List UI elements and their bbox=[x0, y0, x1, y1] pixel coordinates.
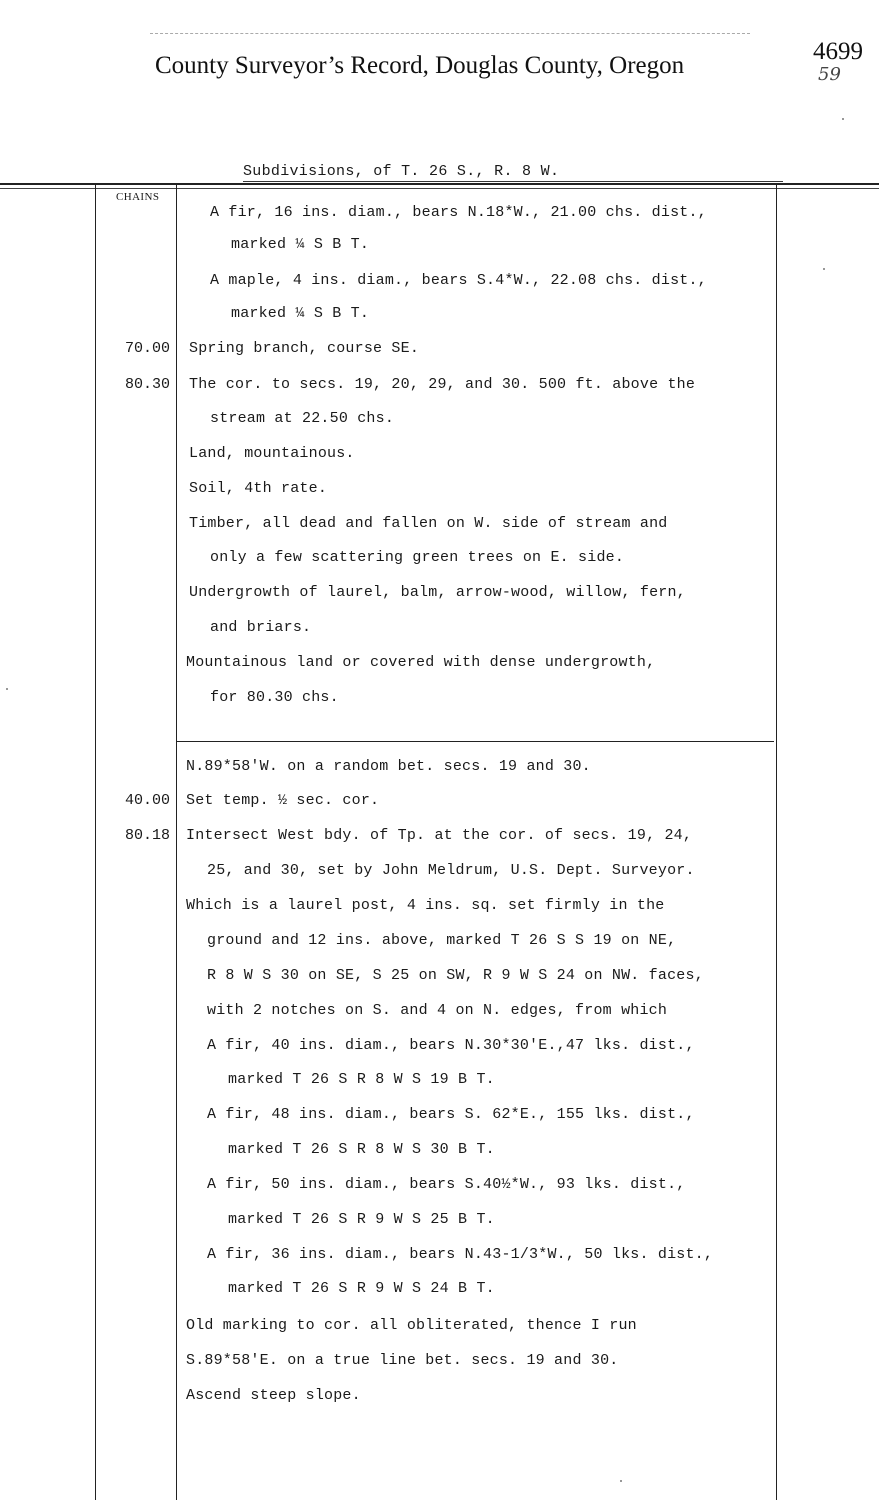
text-line: Intersect West bdy. of Tp. at the cor. of secs. 19, 24, bbox=[186, 827, 693, 844]
section-divider bbox=[176, 741, 774, 742]
text-line: A fir, 40 ins. diam., bears N.30*30'E.,47 lks. dist., bbox=[207, 1037, 695, 1054]
text-line: and briars. bbox=[210, 619, 312, 636]
header-rule-thick bbox=[0, 183, 879, 185]
text-line: A fir, 16 ins. diam., bears N.18*W., 21.00 chs. dist., bbox=[210, 204, 707, 221]
scan-speck bbox=[823, 268, 825, 270]
scan-speck bbox=[6, 688, 8, 690]
heading-underline bbox=[243, 181, 783, 182]
text-line: A maple, 4 ins. diam., bears S.4*W., 22.08 chs. dist., bbox=[210, 272, 707, 289]
text-line: 25, and 30, set by John Meldrum, U.S. Dept. Surveyor. bbox=[207, 862, 695, 879]
text-line: The cor. to secs. 19, 20, 29, and 30. 500 ft. above the bbox=[189, 376, 696, 393]
text-line: only a few scattering green trees on E. side. bbox=[210, 549, 625, 566]
text-line: marked ¼ S B T. bbox=[231, 236, 370, 253]
text-line: R 8 W S 30 on SE, S 25 on SW, R 9 W S 24 on NW. faces, bbox=[207, 967, 704, 984]
text-line: Spring branch, course SE. bbox=[189, 340, 420, 357]
right-margin-rule bbox=[776, 185, 777, 1500]
text-line: marked ¼ S B T. bbox=[231, 305, 370, 322]
text-line: Soil, 4th rate. bbox=[189, 480, 328, 497]
text-line: Ascend steep slope. bbox=[186, 1387, 361, 1404]
chain-value: 80.30 bbox=[124, 376, 170, 393]
text-line: for 80.30 chs. bbox=[210, 689, 339, 706]
text-line: Set temp. ½ sec. cor. bbox=[186, 792, 380, 809]
text-line: marked T 26 S R 9 W S 24 B T. bbox=[228, 1280, 495, 1297]
chain-value: 80.18 bbox=[124, 827, 170, 844]
text-line: with 2 notches on S. and 4 on N. edges, from which bbox=[207, 1002, 668, 1019]
chain-value: 70.00 bbox=[124, 340, 170, 357]
text-line: N.89*58'W. on a random bet. secs. 19 and 30. bbox=[186, 758, 591, 775]
text-line: A fir, 48 ins. diam., bears S. 62*E., 155 lks. dist., bbox=[207, 1106, 695, 1123]
text-line: marked T 26 S R 9 W S 25 B T. bbox=[228, 1211, 495, 1228]
chains-column-header: CHAINS bbox=[116, 191, 160, 203]
text-line: S.89*58'E. on a true line bet. secs. 19 and 30. bbox=[186, 1352, 619, 1369]
page-number: 4699 bbox=[813, 38, 863, 65]
text-line: A fir, 50 ins. diam., bears S.40½*W., 93 lks. dist., bbox=[207, 1176, 686, 1193]
left-margin-rule bbox=[95, 185, 96, 1500]
top-dashed-rule bbox=[150, 33, 750, 34]
subdivision-heading: Subdivisions, of T. 26 S., R. 8 W. bbox=[243, 163, 560, 180]
text-line: ground and 12 ins. above, marked T 26 S S 19 on NE, bbox=[207, 932, 677, 949]
text-line: marked T 26 S R 8 W S 19 B T. bbox=[228, 1071, 495, 1088]
text-line: marked T 26 S R 8 W S 30 B T. bbox=[228, 1141, 495, 1158]
text-line: Which is a laurel post, 4 ins. sq. set firmly in the bbox=[186, 897, 665, 914]
text-line: Old marking to cor. all obliterated, thence I run bbox=[186, 1317, 637, 1334]
text-line: Timber, all dead and fallen on W. side of stream and bbox=[189, 515, 668, 532]
text-line: stream at 22.50 chs. bbox=[210, 410, 395, 427]
text-line: Land, mountainous. bbox=[189, 445, 355, 462]
record-title: County Surveyor’s Record, Douglas County, Oregon bbox=[155, 52, 685, 79]
scan-speck bbox=[620, 1480, 622, 1482]
header-rule-thin bbox=[0, 188, 879, 189]
chains-column-rule bbox=[176, 185, 177, 1500]
text-line: A fir, 36 ins. diam., bears N.43-1/3*W., 50 lks. dist., bbox=[207, 1246, 714, 1263]
text-line: Mountainous land or covered with dense undergrowth, bbox=[186, 654, 656, 671]
text-line: Undergrowth of laurel, balm, arrow-wood, willow, fern, bbox=[189, 584, 686, 601]
scan-speck bbox=[842, 118, 844, 120]
chain-value: 40.00 bbox=[124, 792, 170, 809]
handwritten-page-number: 59 bbox=[818, 64, 841, 85]
